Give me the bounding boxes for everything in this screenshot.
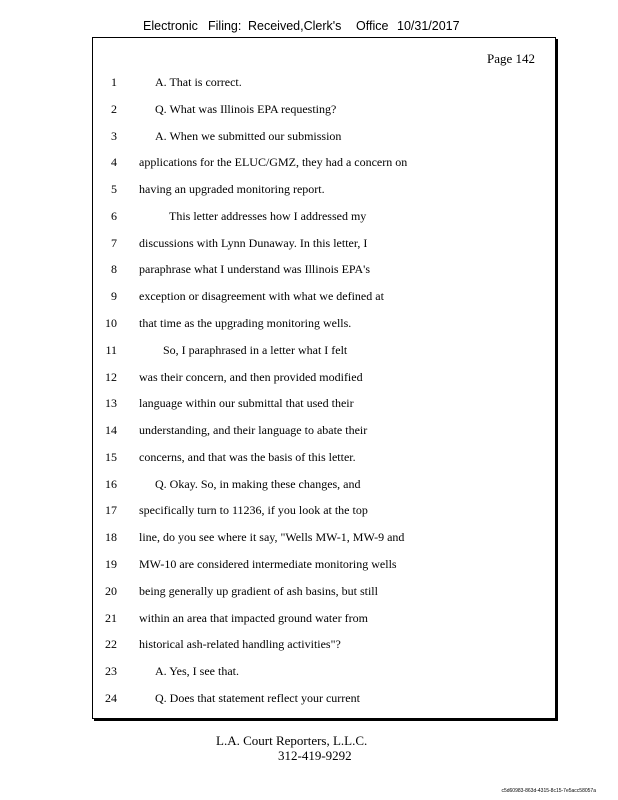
line-text: A. When we submitted our submission bbox=[155, 128, 342, 143]
transcript-line bbox=[93, 209, 555, 227]
transcript-page bbox=[92, 37, 556, 719]
transcript-line bbox=[93, 370, 555, 388]
line-text: understanding, and their language to abate their bbox=[139, 423, 368, 438]
line-text: A. Yes, I see that. bbox=[155, 664, 239, 679]
line-number: 2 bbox=[111, 101, 117, 116]
line-text: Q. Does that statement reflect your current bbox=[155, 690, 360, 705]
stamp-date: 10/31/2017 bbox=[397, 19, 460, 33]
line-text: line, do you see where it say, "Wells MW-1, MW-9 and bbox=[139, 530, 405, 545]
transcript-line bbox=[93, 396, 555, 414]
line-text: This letter addresses how I addressed my bbox=[169, 208, 367, 223]
line-text: being generally up gradient of ash basins, but still bbox=[139, 583, 378, 598]
line-number: 3 bbox=[111, 128, 117, 143]
line-number: 6 bbox=[111, 208, 117, 223]
filing-stamp bbox=[0, 19, 618, 35]
page-number: Page 142 bbox=[486, 51, 535, 66]
transcript-line bbox=[93, 530, 555, 548]
line-number: 10 bbox=[105, 316, 117, 331]
transcript-line bbox=[93, 236, 555, 254]
stamp-electronic: Electronic bbox=[143, 19, 198, 33]
transcript-line bbox=[93, 557, 555, 575]
line-text: was their concern, and then provided modified bbox=[139, 369, 363, 384]
line-number: 9 bbox=[111, 289, 117, 304]
line-number: 23 bbox=[105, 664, 117, 679]
line-number: 22 bbox=[105, 637, 117, 652]
transcript-line bbox=[93, 584, 555, 602]
line-number: 24 bbox=[105, 690, 117, 705]
transcript-line bbox=[93, 129, 555, 147]
line-number: 20 bbox=[105, 583, 117, 598]
line-text: within an area that impacted ground water from bbox=[139, 610, 368, 625]
line-number: 8 bbox=[111, 262, 117, 277]
line-text: applications for the ELUC/GMZ, they had a concern on bbox=[139, 155, 408, 170]
line-number: 11 bbox=[105, 342, 117, 357]
line-text: A. That is correct. bbox=[155, 75, 242, 89]
stamp-filing: Filing: bbox=[208, 19, 242, 33]
transcript-line bbox=[93, 637, 555, 655]
transcript-line bbox=[93, 664, 555, 682]
transcript-line bbox=[93, 155, 555, 173]
transcript-line bbox=[93, 691, 555, 709]
line-number: 18 bbox=[105, 530, 117, 545]
transcript-line bbox=[93, 343, 555, 361]
line-number: 7 bbox=[111, 235, 117, 250]
transcript-line bbox=[93, 423, 555, 441]
line-number: 15 bbox=[105, 449, 117, 464]
line-text: Q. What was Illinois EPA requesting? bbox=[155, 101, 337, 116]
line-text: language within our submittal that used their bbox=[139, 396, 354, 411]
line-text: historical ash-related handling activities"? bbox=[139, 637, 341, 652]
footer-company: L.A. Court Reporters, L.L.C. bbox=[216, 733, 368, 748]
line-text: discussions with Lynn Dunaway. In this letter, I bbox=[139, 235, 368, 250]
line-text: that time as the upgrading monitoring wells. bbox=[139, 316, 352, 331]
transcript-line bbox=[93, 450, 555, 468]
transcript-line bbox=[93, 262, 555, 280]
line-number: 4 bbox=[111, 155, 117, 170]
document-hash: c5d60983-863d-4315-8c15-7e5acc58057a bbox=[501, 788, 596, 794]
transcript-line bbox=[93, 611, 555, 629]
line-number: 21 bbox=[105, 610, 117, 625]
stamp-received-clerks: Received,Clerk's bbox=[248, 19, 342, 33]
line-number: 16 bbox=[105, 476, 117, 491]
line-text: So, I paraphrased in a letter what I felt bbox=[163, 342, 348, 357]
line-text: specifically turn to 11236, if you look at the top bbox=[139, 503, 368, 518]
line-number: 19 bbox=[105, 557, 117, 572]
line-number: 17 bbox=[105, 503, 117, 518]
line-text: paraphrase what I understand was Illinois EPA's bbox=[139, 262, 371, 277]
line-text: Q. Okay. So, in making these changes, and bbox=[155, 476, 361, 491]
transcript-line bbox=[93, 503, 555, 521]
line-number: 13 bbox=[105, 396, 117, 411]
line-text: exception or disagreement with what we defined at bbox=[139, 289, 384, 304]
transcript-line bbox=[93, 289, 555, 307]
line-text: concerns, and that was the basis of this letter. bbox=[139, 449, 356, 464]
footer-phone: 312-419-9292 bbox=[278, 748, 352, 763]
line-number: 5 bbox=[111, 182, 117, 197]
transcript-line bbox=[93, 316, 555, 334]
line-text: MW-10 are considered intermediate monitoring wells bbox=[139, 557, 397, 572]
line-number: 1 bbox=[111, 75, 117, 89]
line-number: 12 bbox=[105, 369, 117, 384]
transcript-line bbox=[93, 102, 555, 120]
line-text: having an upgraded monitoring report. bbox=[139, 182, 325, 197]
transcript-line bbox=[93, 477, 555, 495]
stamp-office: Office bbox=[356, 19, 389, 33]
transcript-line bbox=[93, 182, 555, 200]
line-number: 14 bbox=[105, 423, 117, 438]
transcript-line bbox=[93, 75, 555, 93]
